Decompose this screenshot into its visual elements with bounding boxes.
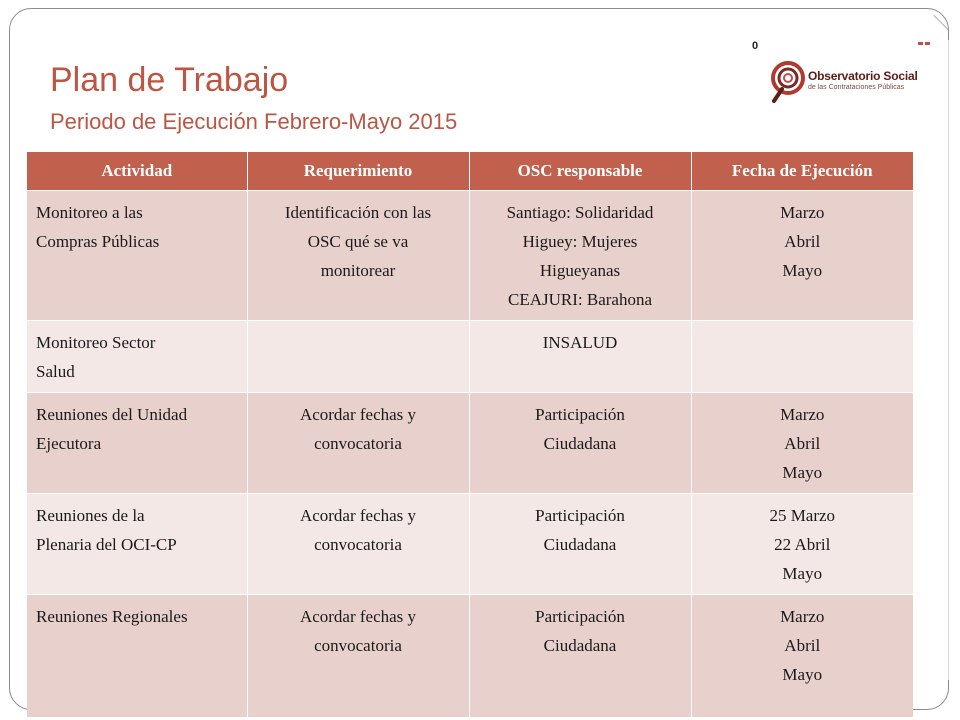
cell-fecha-ejecucion-line: 22 Abril [774,535,831,554]
cell-osc-responsable-line: Ciudadana [543,535,617,554]
slide-subtitle: Periodo de Ejecución Febrero-Mayo 2015 [50,109,458,134]
header-fecha-ejecucion: Fecha de Ejecución [691,152,913,191]
right-rule [948,40,949,680]
header-actividad: Actividad [27,152,247,191]
slide-title: Plan de Trabajo [50,61,289,99]
cell-fecha-ejecucion-line: Mayo [782,564,823,583]
cell-osc-responsable-line: Participación [535,405,625,424]
cell-fecha-ejecucion-line: 25 Marzo [769,506,836,525]
table-header-row [27,152,913,191]
cell-requerimiento-line: monitorear [320,261,396,280]
cell-requerimiento-line: convocatoria [314,434,402,453]
cell-fecha-ejecucion-line: Abril [784,232,821,251]
logo-bullet: 0 [752,40,759,52]
cell-fecha-ejecucion-line: Mayo [782,261,823,280]
cell-osc-responsable-line: INSALUD [542,333,618,352]
table-row [27,321,913,393]
cell-requerimiento [247,494,469,595]
table-row [27,595,913,717]
cell-osc-responsable-line: Higuey: Mujeres [522,232,638,251]
cell-requerimiento-line: Acordar fechas y [299,506,417,525]
cell-actividad-line: Salud [36,362,75,381]
observatorio-logo [770,56,930,108]
cell-requerimiento [247,191,469,321]
cell-fecha-ejecucion [691,393,913,494]
cell-actividad-line: Ejecutora [36,434,102,453]
cell-fecha-ejecucion-line: Marzo [780,405,825,424]
table-row [27,393,913,494]
cell-fecha-ejecucion [691,191,913,321]
logo-dash-icon [918,42,930,46]
cell-actividad-line: Reuniones Regionales [36,607,188,626]
cell-actividad-line: Monitoreo Sector [36,333,156,352]
cell-fecha-ejecucion [691,494,913,595]
cell-actividad [27,321,247,393]
cell-actividad [27,494,247,595]
cell-requerimiento [247,393,469,494]
cell-osc-responsable [469,595,691,717]
magnifier-logo-icon [770,56,810,106]
cell-fecha-ejecucion-line: Mayo [782,665,823,684]
logo-tagline: de las Contrataciones Públicas [808,84,905,91]
cell-actividad-line: Reuniones de la [36,506,145,525]
cell-osc-responsable [469,191,691,321]
cell-osc-responsable-line: Ciudadana [543,636,617,655]
cell-fecha-ejecucion-line: Marzo [780,203,825,222]
cell-osc-responsable-line: Santiago: Solidaridad [506,203,654,222]
cell-fecha-ejecucion [691,321,913,393]
cell-osc-responsable-line: Higueyanas [539,261,621,280]
cell-requerimiento-line: Acordar fechas y [299,405,417,424]
cell-requerimiento [247,595,469,717]
cell-fecha-ejecucion-line: Mayo [782,463,823,482]
cell-osc-responsable-line: Participación [535,506,625,525]
cell-fecha-ejecucion-line: Abril [784,434,821,453]
cell-osc-responsable-line: Ciudadana [543,434,617,453]
cell-actividad [27,191,247,321]
cell-actividad [27,595,247,717]
cell-osc-responsable [469,393,691,494]
cell-requerimiento-line: convocatoria [314,535,402,554]
cell-fecha-ejecucion-line: Abril [784,636,821,655]
cell-actividad-line: Reuniones del Unidad [36,405,188,424]
work-plan-table [27,152,913,717]
cell-osc-responsable-line: CEAJURI: Barahona [507,290,652,309]
cell-requerimiento-line: OSC qué se va [307,232,409,251]
table-row [27,494,913,595]
header-osc-responsable: OSC responsable [469,152,691,191]
logo-name: Observatorio Social [808,69,918,83]
table-row [27,191,913,321]
cell-osc-responsable [469,494,691,595]
table-body [27,191,913,717]
header-requerimiento: Requerimiento [247,152,469,191]
cell-actividad-line: Plenaria del OCI-CP [36,535,177,554]
cell-requerimiento-line: Acordar fechas y [299,607,417,626]
cell-requerimiento [247,321,469,393]
cell-actividad-line: Monitoreo a las [36,203,143,222]
cell-osc-responsable [469,321,691,393]
cell-actividad [27,393,247,494]
cell-requerimiento-line: convocatoria [314,636,402,655]
cell-requerimiento-line: Identificación con las [284,203,432,222]
cell-fecha-ejecucion [691,595,913,717]
cell-actividad-line: Compras Públicas [36,232,160,251]
cell-osc-responsable-line: Participación [535,607,625,626]
cell-fecha-ejecucion-line: Marzo [780,607,825,626]
